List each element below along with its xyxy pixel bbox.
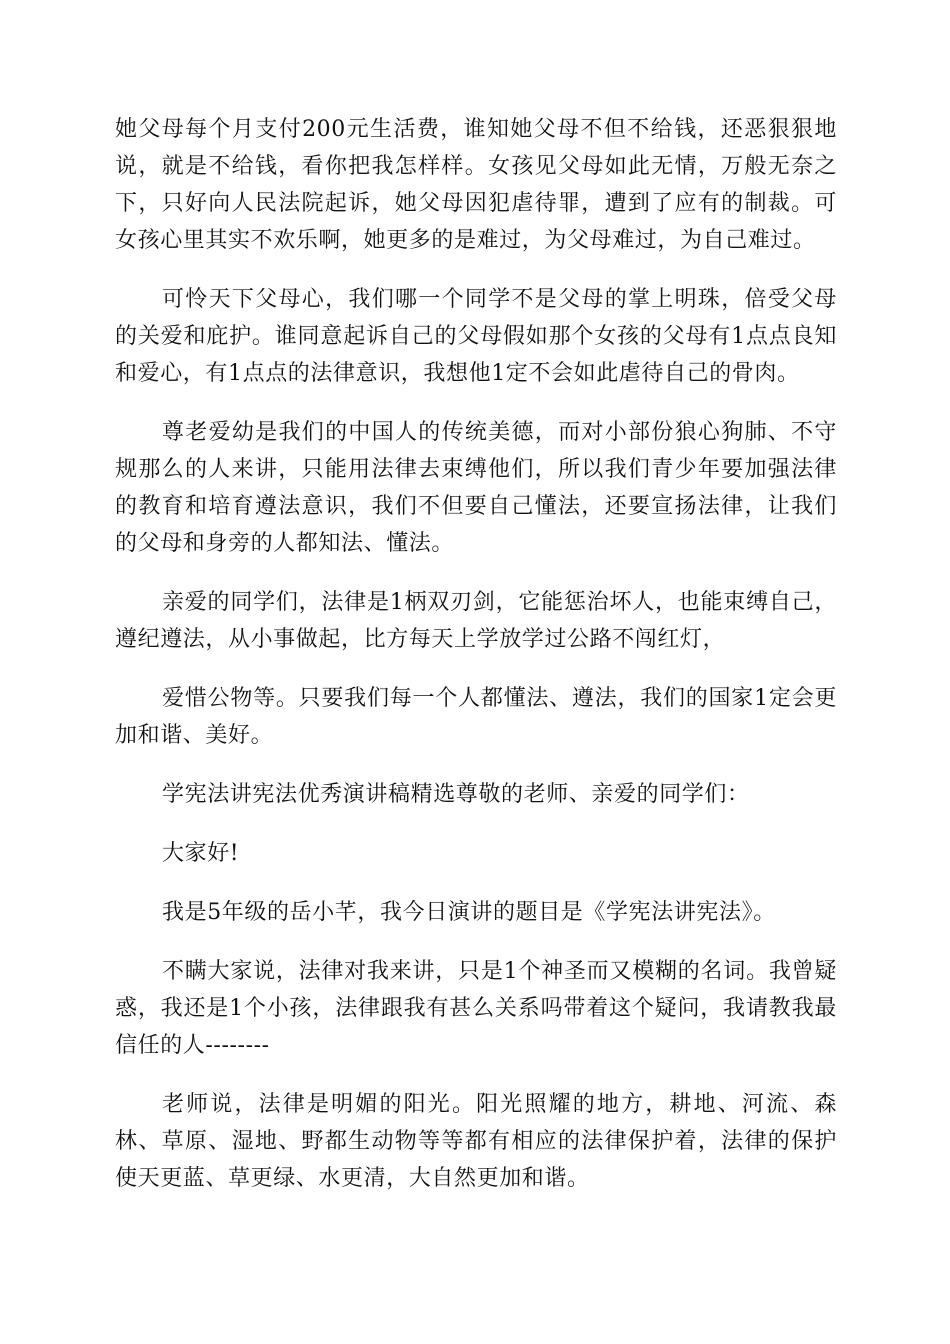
paragraph-1: 她父母每个月支付200元生活费，谁知她父母不但不给钱，还恶狠狠地说，就是不给钱，看你把我怎样样。女孩见父母如此无情，万般无奈之下，只好向人民法院起诉，她父母因犯虐待罪，遭到了应有的制裁。可女孩心里其实不欢乐啊，她更多的是难过，为父母难过，为自己难过。 (115, 117, 837, 253)
speech-title: 学宪法讲宪法优秀演讲稿精选尊敬的老师、亲爱的同学们： (162, 782, 750, 807)
greeting: 大家好! (162, 841, 240, 866)
paragraph-4: 亲爱的同学们，法律是1柄双刃剑，它能惩治坏人，也能束缚自己，遵纪遵法，从小事做起，比方每天上学放学过公路不闯红灯， (115, 590, 837, 652)
paragraph-5: 爱惜公物等。只要我们每一个人都懂法、遵法，我们的国家1定会更加和谐、美好。 (115, 686, 837, 748)
paragraph-2: 可怜天下父母心，我们哪一个同学不是父母的掌上明珠，倍受父母的关爱和庇护。谁同意起诉自己的父母假如那个女孩的父母有1点点良知和爱心，有1点点的法律意识，我想他1定不会如此虐待自己的骨肉。 (115, 287, 837, 386)
paragraph-10: 老师说，法律是明媚的阳光。阳光照耀的地方，耕地、河流、森林、草原、湿地、野都生动物等等都有相应的法律保护着，法律的保护使天更蓝、草更绿、水更清，大自然更加和谐。 (115, 1092, 837, 1191)
paragraph-3: 尊老爱幼是我们的中国人的传统美德，而对小部份狼心狗肺、不守规那么的人来讲，只能用法律去束缚他们，所以我们青少年要加强法律的教育和培育遵法意识，我们不但要自己懂法，还要宣扬法律，让我们的父母和身旁的人都知法、懂法。 (115, 420, 837, 556)
paragraph-introduction: 我是5年级的岳小芊，我今日演讲的题目是《学宪法讲宪法》。 (162, 900, 776, 925)
document-body (115, 111, 837, 1219)
paragraph-9: 不瞒大家说，法律对我来讲，只是1个神圣而又模糊的名词。我曾疑惑，我还是1个小孩，法律跟我有甚么关系吗带着这个疑问，我请教我最信任的人-------- (115, 959, 837, 1058)
